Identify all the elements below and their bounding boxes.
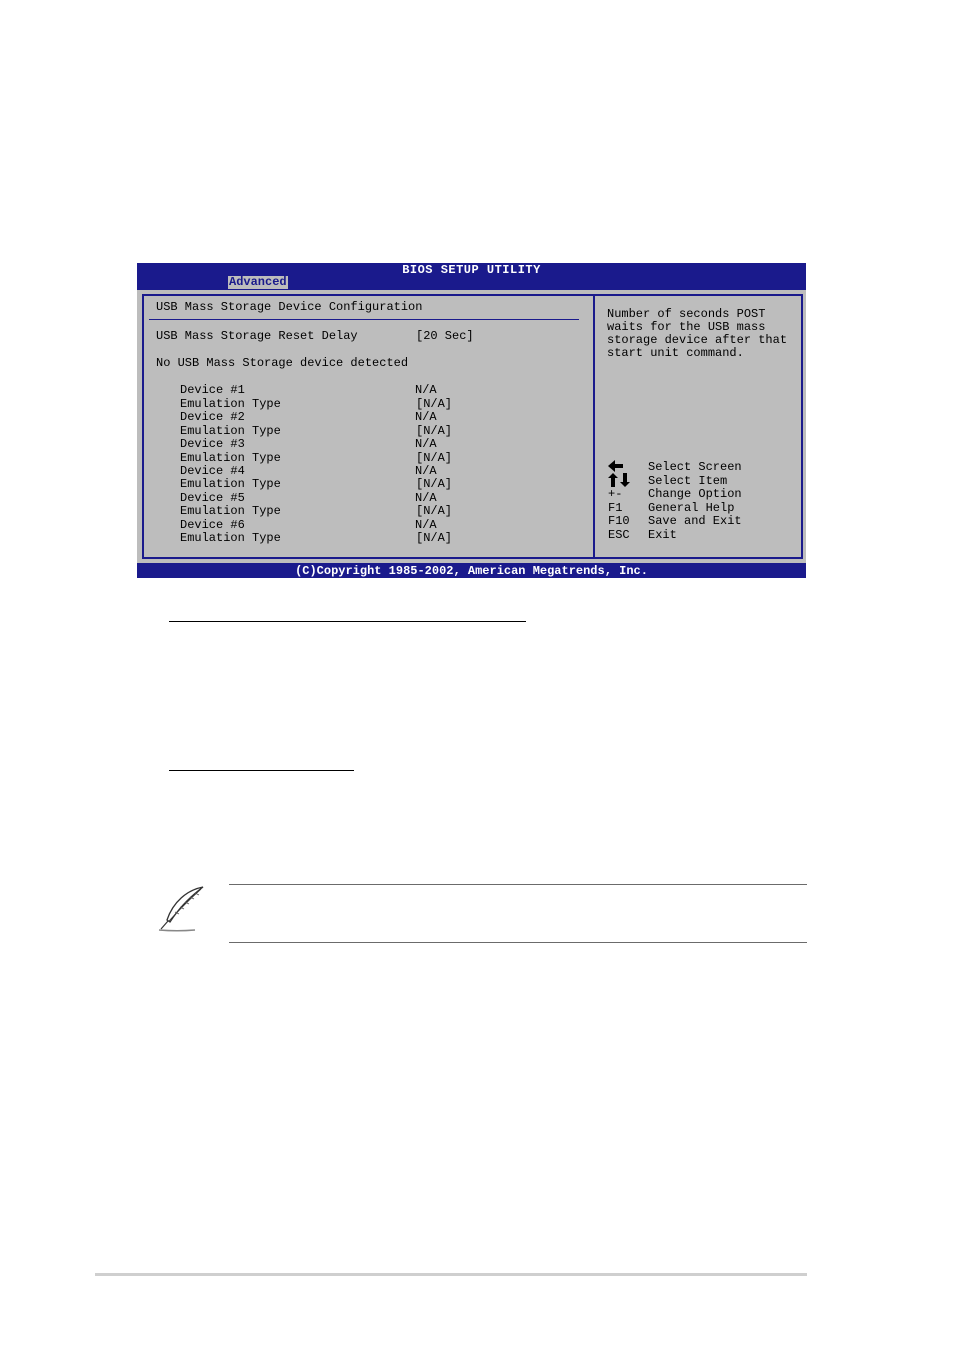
device-5-label: Device #5: [180, 491, 245, 505]
bios-body: [137, 290, 806, 563]
heading-underline-2: [169, 770, 354, 771]
key-plus-minus: +-: [608, 487, 623, 501]
key-select-screen: Select Screen: [648, 460, 742, 474]
key-f10: F10: [608, 514, 630, 528]
copyright-bar: (C)Copyright 1985-2002, American Megatrends, Inc.: [295, 564, 648, 578]
emulation-type-6-value[interactable]: [N/A]: [416, 531, 453, 545]
bios-title: BIOS SETUP UTILITY: [402, 263, 541, 277]
device-6-label: Device #6: [180, 518, 245, 532]
key-select-item: Select Item: [648, 474, 728, 488]
tab-advanced[interactable]: Advanced: [229, 275, 287, 289]
note-bottom-rule: [229, 942, 807, 943]
device-3-label: Device #3: [180, 437, 245, 451]
emulation-type-5-label: Emulation Type: [180, 504, 281, 518]
key-save-exit: Save and Exit: [648, 514, 742, 528]
key-general-help: General Help: [648, 501, 735, 515]
emulation-type-4-label: Emulation Type: [180, 477, 281, 491]
device-2-label: Device #2: [180, 410, 245, 424]
reset-delay-value[interactable]: [20 Sec]: [416, 329, 474, 343]
bios-screen: [137, 263, 806, 578]
key-f1: F1: [608, 501, 623, 515]
emulation-type-6-label: Emulation Type: [180, 531, 281, 545]
emulation-type-1-label: Emulation Type: [180, 397, 281, 411]
device-3-value: N/A: [415, 437, 437, 451]
emulation-type-1-value[interactable]: [N/A]: [416, 397, 453, 411]
section-title: USB Mass Storage Device Configuration: [156, 300, 423, 314]
device-1-label: Device #1: [180, 383, 245, 397]
key-change-option: Change Option: [648, 487, 742, 501]
feather-pen-icon: [157, 884, 209, 934]
device-2-value: N/A: [415, 410, 437, 424]
heading-underline-1: [169, 621, 526, 622]
emulation-type-2-value[interactable]: [N/A]: [416, 424, 453, 438]
device-4-label: Device #4: [180, 464, 245, 478]
emulation-type-5-value[interactable]: [N/A]: [416, 504, 453, 518]
help-text: Number of seconds POST waits for the USB mass storage device after that start unit command.: [607, 307, 788, 360]
section-divider: [149, 319, 579, 320]
key-esc: ESC: [608, 528, 630, 542]
emulation-type-2-label: Emulation Type: [180, 424, 281, 438]
note-top-rule: [229, 884, 807, 885]
key-exit: Exit: [648, 528, 677, 542]
emulation-type-3-label: Emulation Type: [180, 451, 281, 465]
emulation-type-4-value[interactable]: [N/A]: [416, 477, 453, 491]
status-message: No USB Mass Storage device detected: [156, 356, 409, 370]
left-arrow-icon: [608, 460, 624, 472]
emulation-type-3-value[interactable]: [N/A]: [416, 451, 453, 465]
device-4-value: N/A: [415, 464, 437, 478]
reset-delay-label: USB Mass Storage Reset Delay: [156, 329, 358, 343]
up-down-arrow-icon: [608, 473, 630, 487]
device-5-value: N/A: [415, 491, 437, 505]
device-1-value: N/A: [415, 383, 437, 397]
page-footer-rule: [95, 1273, 807, 1276]
device-6-value: N/A: [415, 518, 437, 532]
